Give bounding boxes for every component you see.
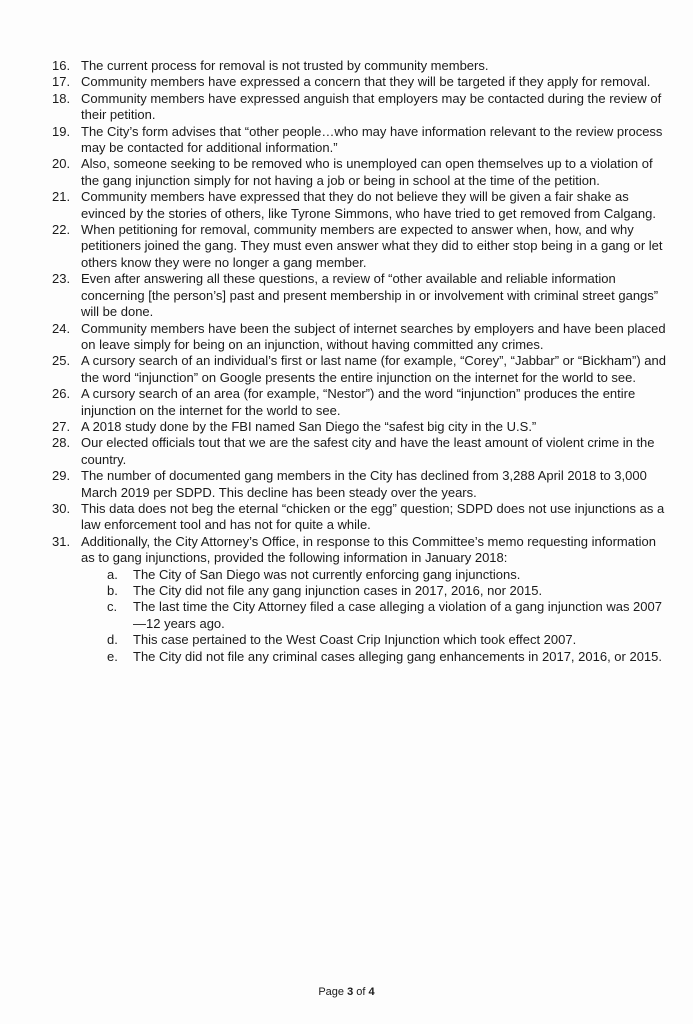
list-item bbox=[52, 501, 672, 534]
item-text: When petitioning for removal, community members are expected to answer when, how, and why petitioners joined the gang. They must even answer what they did to either stop being in a gang or let others know they were no longer a gang member. bbox=[81, 222, 663, 270]
page-total: 4 bbox=[368, 986, 375, 998]
item-text: Additionally, the City Attorney’s Office, in response to this Committee’s memo requesting information as to gang injunctions, provided the following information in January 2018: bbox=[81, 533, 656, 566]
numbered-list bbox=[52, 58, 672, 665]
item-number: 18. bbox=[52, 90, 71, 106]
sublist-item bbox=[107, 632, 672, 648]
page-middle: of bbox=[353, 986, 369, 998]
item-number: 16. bbox=[52, 58, 71, 73]
item-number: 19. bbox=[52, 123, 71, 139]
item-text: A cursory search of an area (for example, “Nestor”) and the word “injunction” produces the entire injunction on the internet for the world to see. bbox=[81, 386, 636, 418]
item-number: 31. bbox=[52, 533, 71, 549]
item-text: Also, someone seeking to be removed who is unemployed can open themselves up to a violation of the gang injunction simply for not having a job or being in school at the time of the petition. bbox=[81, 156, 653, 188]
item-number: 29. bbox=[52, 468, 71, 484]
sublist-text: The last time the City Attorney filed a case alleging a violation of a gang injunction was 2007—12 years ago. bbox=[133, 599, 662, 631]
item-text: Community members have expressed anguish that employers may be contacted during the review of their petition. bbox=[81, 90, 662, 123]
page-current: 3 bbox=[347, 986, 354, 998]
list-item bbox=[52, 222, 672, 271]
item-number: 27. bbox=[52, 418, 71, 434]
item-number: 17. bbox=[52, 74, 71, 90]
sublist-text: The City did not file any criminal cases alleging gang enhancements in 2017, 2016, or 2015. bbox=[133, 648, 662, 664]
list-item bbox=[52, 468, 672, 501]
page-prefix: Page bbox=[318, 986, 348, 998]
item-number: 30. bbox=[52, 500, 71, 516]
item-text: The current process for removal is not trusted by community members. bbox=[81, 58, 489, 73]
item-number: 21. bbox=[52, 189, 71, 205]
item-number: 20. bbox=[52, 156, 71, 172]
item-text: Community members have expressed a concern that they will be targeted if they apply for removal. bbox=[81, 74, 651, 90]
item-text: A cursory search of an individual’s first or last name (for example, “Corey”, “Jabbar” or “Bickham”) and the word “injunction” on Google presents the entire injunction on the internet for the world to see. bbox=[81, 353, 666, 385]
sublist-letter: b. bbox=[107, 583, 118, 598]
item-number: 22. bbox=[52, 222, 71, 238]
list-item bbox=[52, 419, 672, 435]
list-item bbox=[52, 189, 672, 222]
item-number: 24. bbox=[52, 320, 71, 336]
item-text: A 2018 study done by the FBI named San Diego the “safest big city in the U.S.” bbox=[81, 418, 537, 434]
sublist-letter: d. bbox=[107, 632, 118, 648]
list-item bbox=[52, 321, 672, 354]
sublist-text: The City of San Diego was not currently enforcing gang injunctions. bbox=[133, 566, 521, 582]
list-item bbox=[52, 386, 672, 419]
item-number: 23. bbox=[52, 271, 71, 287]
item-text: Even after answering all these questions, a review of “other available and reliable information concerning [the person’s] past and present membership in or involvement with criminal street gangs” will be done. bbox=[81, 271, 659, 320]
lettered-sublist bbox=[81, 567, 672, 665]
sublist-letter: a. bbox=[107, 566, 118, 582]
sublist-item bbox=[107, 599, 672, 632]
list-item bbox=[52, 435, 672, 468]
sublist-letter: c. bbox=[107, 599, 118, 615]
sublist-item bbox=[107, 567, 672, 583]
list-item bbox=[52, 91, 672, 124]
item-number: 25. bbox=[52, 353, 71, 369]
list-item bbox=[52, 271, 672, 320]
item-text: Community members have been the subject of internet searches by employers and have been placed on leave simply for being on an injunction, without having committed any crimes. bbox=[81, 320, 666, 352]
sublist-text: This case pertained to the West Coast Crip Injunction which took effect 2007. bbox=[133, 632, 577, 648]
sublist-item bbox=[107, 649, 672, 665]
item-number: 26. bbox=[52, 386, 71, 402]
item-number: 28. bbox=[52, 435, 71, 451]
sublist-letter: e. bbox=[107, 648, 118, 664]
sublist-item bbox=[107, 583, 672, 599]
item-text: This data does not beg the eternal “chicken or the egg” question; SDPD does not use injunctions as a law enforcement tool and has not for quite a while. bbox=[81, 500, 665, 533]
sublist-text: The City did not file any gang injunction cases in 2017, 2016, nor 2015. bbox=[133, 583, 543, 598]
item-text: The City’s form advises that “other people…who may have information relevant to the review process may be contacted for additional information.” bbox=[81, 123, 663, 156]
list-item bbox=[52, 353, 672, 386]
list-item bbox=[52, 58, 672, 74]
list-item bbox=[52, 74, 672, 90]
list-item bbox=[52, 534, 672, 665]
item-text: Our elected officials tout that we are the safest city and have the least amount of violent crime in the country. bbox=[81, 435, 655, 467]
item-text: The number of documented gang members in the City has declined from 3,288 April 2018 to 3,000 March 2019 per SDPD. This decline has been steady over the years. bbox=[81, 468, 647, 500]
item-text: Community members have expressed that they do not believe they will be given a fair shake as evinced by the stories of others, like Tyrone Simmons, who have tried to get removed from Calgang. bbox=[81, 189, 656, 221]
list-item bbox=[52, 124, 672, 157]
page-footer bbox=[0, 986, 693, 998]
list-item bbox=[52, 156, 672, 189]
